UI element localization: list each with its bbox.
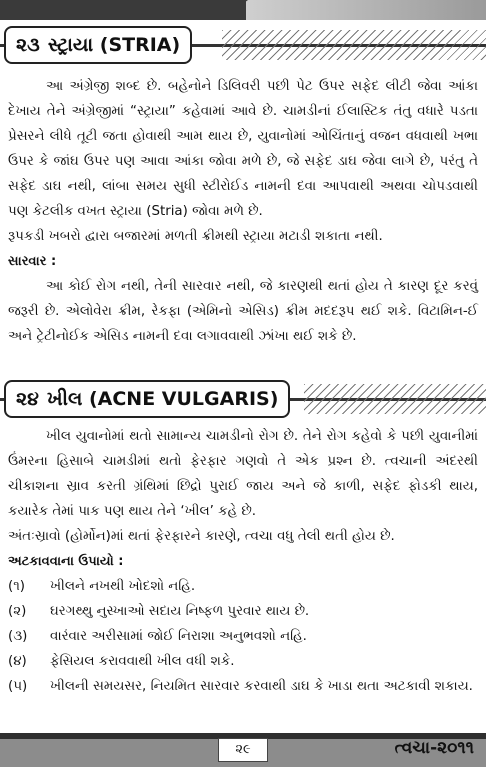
list-item <box>8 574 478 599</box>
list-marker: (૨) <box>8 604 27 619</box>
section-heading-row-1 <box>0 26 486 66</box>
section-number: ૨૪ <box>16 388 39 410</box>
section-title: ખીલ (ACNE VULGARIS) <box>46 388 279 410</box>
paragraph: આ અંગ્રેજી શબ્દ છે. બહેનોને ડિલિવરી પછી પેટ ઉપર સફેદ લીટી જેવા આંકા દેખાય તેને અંગ્રેજીમાં “સ્ટ્રાયા” કહેવામાં આવે છે. ચામડીનાં ઈલાસ્ટિક તંતુ વધારે પડતા પ્રેસરને લીધે તૂટી જતા હોવાથી આમ થાય છે, યુવાનોમાં ઓચિંતાનું વજન વધવાથી ખભા ઉપર કે જાંઘ ઉપર પણ આવા આંકા જોવા મળે છે, જે સફેદ ડાઘ જેવા લાગે છે, પરંતુ તે સફેદ ડાઘ નથી, લાંબા સમય સુધી સ્ટીરોઈડ નામની દવા આપવાથી અથવા ચોપડવાથી પણ કેટલીક વખત સ્ટ્રાયા (Stria) જોવા મળે છે. <box>8 79 478 219</box>
list-item <box>8 624 478 649</box>
top-bar-notch <box>220 0 248 20</box>
list-item <box>8 599 478 624</box>
treatment-heading: સારવાર : <box>8 254 57 269</box>
section-title: સ્ટ્રાયા (STRIA) <box>47 34 181 56</box>
page-number: ૨૯ <box>218 738 268 762</box>
list-marker: (૫) <box>8 679 28 694</box>
list-text: ખીલની સમયસર, નિયમિત સારવાર કરવાથી ડાઘ કે ખાડા થતા અટકાવી શકાય. <box>50 679 473 694</box>
paragraph: રૂપકડી ખબરો દ્વારા બજારમાં મળતી ક્રીમથી સ્ટ્રાયા મટાડી શકાતા નથી. <box>8 229 383 244</box>
prevention-heading: અટકાવવાના ઉપાયો : <box>8 554 124 569</box>
list-text: ખીલને નખથી ખોદશો નહિ. <box>50 579 196 594</box>
top-bar-light-segment <box>246 0 486 20</box>
section-body-acne <box>8 424 478 699</box>
section-body-stria <box>8 74 478 349</box>
section-heading-row-2 <box>0 380 486 420</box>
list-marker: (૪) <box>8 654 27 669</box>
section-heading-acne <box>4 380 290 418</box>
top-decorative-bar <box>0 0 486 20</box>
paragraph: અંતઃસ્રાવો (હોર્મોન)માં થતાં ફેરફારને કારણે, ત્વચા વધુ તેલી થતી હોય છે. <box>8 529 395 544</box>
list-text: વારંવાર અરીસામાં જોઈ નિરાશા અનુભવશો નહિ. <box>50 629 307 644</box>
list-marker: (૧) <box>8 579 26 594</box>
heading-stripe-pattern <box>222 30 486 60</box>
heading-stripe-pattern <box>304 384 486 414</box>
paragraph: ખીલ યુવાનોમાં થતો સામાન્ય ચામડીનો રોગ છે. તેને રોગ કહેવો કે પછી યુવાનીમાં ઉંમરના હિસાબે ચામડીમાં થતો ફેરફાર ગણવો તે એક પ્રશ્ન છે. ત્વચાની અંદરથી ચીકાશના સ્રાવ કરતી ગ્રંથિમાં છિદ્રો પુરાઈ જાય અને જે કાળી, સફેદ ફોડકી થાય, કયારેક તેમાં પાક પણ થાય તેને ‘ખીલ’ કહે છે. <box>8 429 478 519</box>
treatment-paragraph: આ કોઈ રોગ નથી, તેની સારવાર નથી, જે કારણથી થતાં હોય તે કારણ દૂર કરવું જરૂરી છે. એલોવેરા ક્રીમ, રેકફા (એમિનો એસિડ) ક્રીમ મદદરૂપ થઈ શકે. વિટામિન-ઈ અને ટ્રેટીનોઈક એસિડ નામની દવા લગાવવાથી ઝાંખા થઈ શકે છે. <box>8 279 478 344</box>
list-text: ફેસિયલ કરાવવાથી ખીલ વધી શકે. <box>50 654 235 669</box>
footer-title: ત્વચા-૨૦૧૧ <box>394 738 474 758</box>
section-number: ૨૩ <box>16 34 40 56</box>
section-heading-stria <box>4 26 192 64</box>
list-text: ઘરગથ્થુ નુસ્ખાઓ સદાય નિષ્ફળ પુરવાર થાય છે. <box>50 604 310 619</box>
list-marker: (૩) <box>8 629 28 644</box>
list-item <box>8 674 478 699</box>
list-item <box>8 649 478 674</box>
